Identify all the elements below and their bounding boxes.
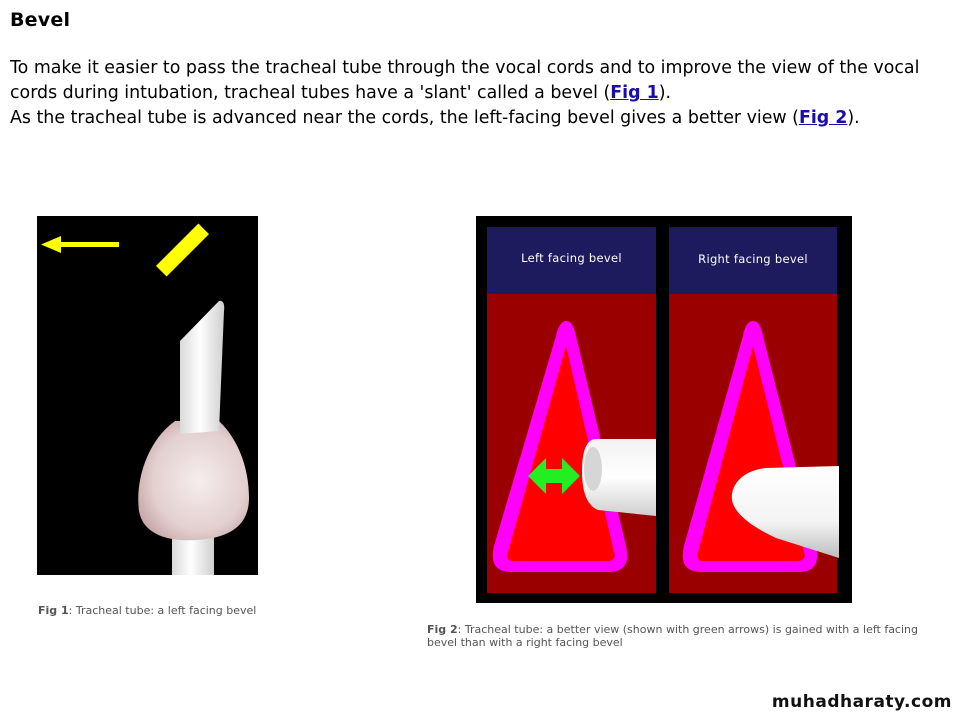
figure-1-caption: Fig 1: Tracheal tube: a left facing bevel [38,604,257,617]
right-facing-bevel-label: Right facing bevel [698,252,808,266]
left-facing-bevel-label: Left facing bevel [521,251,622,265]
tube-cuff [138,421,249,540]
left-facing-bevel-panel [487,227,656,593]
bevel-angle-bar [156,223,209,276]
figure-2-caption: Fig 2: Tracheal tube: a better view (shown with green arrows) is gained with a left facing bevel than with a right facing bevel [427,623,918,649]
page-title: Bevel [10,9,71,31]
paragraph-line-2: As the tracheal tube is advanced near the cords, the left-facing bevel gives a better view (Fig 2). [10,108,860,128]
intro-paragraph [10,56,955,131]
figure-1-image [37,216,258,575]
yellow-arrow-icon [41,236,119,253]
paragraph-line-1: To make it easier to pass the tracheal tube through the vocal cords and to improve the view of the vocal cords during intubation, tracheal tubes have a 'slant' called a bevel (Fig 1). [10,58,920,103]
fig1-link[interactable]: Fig 1 [610,83,659,103]
right-facing-bevel-panel [669,227,839,593]
figure-2-image [476,216,852,603]
tracheal-tube-tip [180,301,224,434]
fig2-link[interactable]: Fig 2 [798,108,848,128]
watermark: muhadharaty.com [771,692,952,712]
